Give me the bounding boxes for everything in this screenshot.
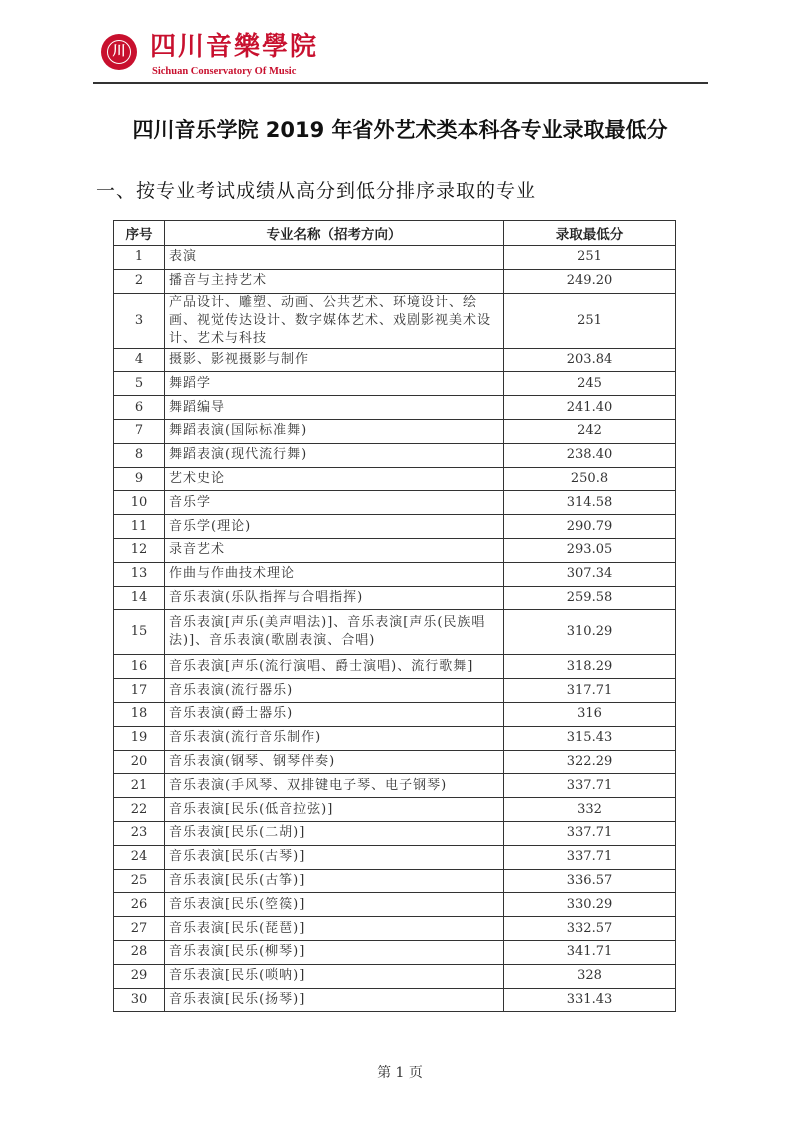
table-row: [114, 940, 676, 964]
major-name: 舞蹈学: [165, 372, 504, 396]
school-name-chinese: 四川音樂學院: [150, 32, 319, 62]
table-row: [114, 774, 676, 798]
page-header: [0, 0, 800, 90]
major-name: 音乐表演(流行音乐制作): [165, 726, 504, 750]
table-header-row: [114, 221, 676, 246]
row-number: 26: [114, 893, 165, 917]
min-score: 322.29: [504, 750, 676, 774]
table-row: [114, 586, 676, 610]
major-name: 音乐表演[民乐(古琴)]: [165, 845, 504, 869]
major-name: 摄影、影视摄影与制作: [165, 348, 504, 372]
row-number: 23: [114, 821, 165, 845]
header-divider: [93, 82, 708, 84]
major-name: 作曲与作曲技术理论: [165, 562, 504, 586]
min-score: 337.71: [504, 845, 676, 869]
major-name: 艺术史论: [165, 467, 504, 491]
table-body: [114, 246, 676, 1012]
major-name: 音乐表演[声乐(流行演唱、爵士演唱)、流行歌舞]: [165, 655, 504, 679]
min-score: 337.71: [504, 774, 676, 798]
table-row: [114, 964, 676, 988]
row-number: 20: [114, 750, 165, 774]
table-row: [114, 491, 676, 515]
min-score: 251: [504, 246, 676, 270]
column-header-number: 序号: [114, 221, 165, 246]
table-row: [114, 869, 676, 893]
row-number: 5: [114, 372, 165, 396]
row-number: 19: [114, 726, 165, 750]
row-number: 10: [114, 491, 165, 515]
row-number: 25: [114, 869, 165, 893]
major-name: 产品设计、雕塑、动画、公共艺术、环境设计、绘画、视觉传达设计、数字媒体艺术、戏剧影视美术设计、艺术与科技: [165, 293, 504, 348]
min-score: 330.29: [504, 893, 676, 917]
table-row: [114, 821, 676, 845]
row-number: 21: [114, 774, 165, 798]
row-number: 6: [114, 396, 165, 420]
major-name: 音乐表演[民乐(扬琴)]: [165, 988, 504, 1012]
major-name: 音乐表演(爵士器乐): [165, 702, 504, 726]
min-score: 245: [504, 372, 676, 396]
major-name: 播音与主持艺术: [165, 269, 504, 293]
major-name: 音乐表演[民乐(古筝)]: [165, 869, 504, 893]
admission-scores-table: [113, 220, 676, 1012]
row-number: 8: [114, 443, 165, 467]
min-score: 318.29: [504, 655, 676, 679]
row-number: 4: [114, 348, 165, 372]
min-score: 250.8: [504, 467, 676, 491]
major-name: 音乐表演[民乐(二胡)]: [165, 821, 504, 845]
row-number: 18: [114, 702, 165, 726]
min-score: 337.71: [504, 821, 676, 845]
major-name: 音乐学: [165, 491, 504, 515]
min-score: 290.79: [504, 515, 676, 539]
major-name: 舞蹈表演(现代流行舞): [165, 443, 504, 467]
table-row: [114, 419, 676, 443]
table-row: [114, 293, 676, 348]
major-name: 音乐表演[民乐(柳琴)]: [165, 940, 504, 964]
emblem-glyph: 川: [107, 40, 131, 64]
column-header-min-score: 录取最低分: [504, 221, 676, 246]
row-number: 1: [114, 246, 165, 270]
min-score: 315.43: [504, 726, 676, 750]
document-title: 四川音乐学院 2019 年省外艺术类本科各专业录取最低分: [132, 118, 668, 142]
row-number: 22: [114, 798, 165, 822]
major-name: 音乐表演(流行器乐): [165, 679, 504, 703]
min-score: 293.05: [504, 538, 676, 562]
table-row: [114, 679, 676, 703]
major-name: 舞蹈编导: [165, 396, 504, 420]
min-score: 259.58: [504, 586, 676, 610]
table-row: [114, 246, 676, 270]
column-header-major: 专业名称（招考方向）: [165, 221, 504, 246]
table-row: [114, 917, 676, 941]
row-number: 14: [114, 586, 165, 610]
school-name-english: Sichuan Conservatory Of Music: [152, 66, 297, 77]
min-score: 307.34: [504, 562, 676, 586]
table-row: [114, 655, 676, 679]
min-score: 238.40: [504, 443, 676, 467]
table-row: [114, 562, 676, 586]
table-row: [114, 893, 676, 917]
table-row: [114, 515, 676, 539]
major-name: 音乐表演[声乐(美声唱法)]、音乐表演[声乐(民族唱法)]、音乐表演(歌剧表演、合唱): [165, 610, 504, 655]
min-score: 317.71: [504, 679, 676, 703]
row-number: 12: [114, 538, 165, 562]
row-number: 30: [114, 988, 165, 1012]
min-score: 331.43: [504, 988, 676, 1012]
table-row: [114, 798, 676, 822]
table-row: [114, 443, 676, 467]
table-row: [114, 845, 676, 869]
min-score: 314.58: [504, 491, 676, 515]
row-number: 7: [114, 419, 165, 443]
table-row: [114, 396, 676, 420]
row-number: 17: [114, 679, 165, 703]
table-row: [114, 467, 676, 491]
row-number: 3: [114, 293, 165, 348]
min-score: 203.84: [504, 348, 676, 372]
table-row: [114, 988, 676, 1012]
table-row: [114, 269, 676, 293]
page-number: 第 1 页: [377, 1065, 423, 1081]
table-row: [114, 702, 676, 726]
row-number: 27: [114, 917, 165, 941]
table-row: [114, 750, 676, 774]
major-name: 音乐表演[民乐(低音拉弦)]: [165, 798, 504, 822]
major-name: 音乐学(理论): [165, 515, 504, 539]
major-name: 表演: [165, 246, 504, 270]
major-name: 录音艺术: [165, 538, 504, 562]
table-row: [114, 348, 676, 372]
major-name: 音乐表演(乐队指挥与合唱指挥): [165, 586, 504, 610]
major-name: 音乐表演(钢琴、钢琴伴奏): [165, 750, 504, 774]
row-number: 2: [114, 269, 165, 293]
table-row: [114, 372, 676, 396]
min-score: 336.57: [504, 869, 676, 893]
major-name: 音乐表演[民乐(唢呐)]: [165, 964, 504, 988]
min-score: 242: [504, 419, 676, 443]
min-score: 249.20: [504, 269, 676, 293]
row-number: 29: [114, 964, 165, 988]
row-number: 28: [114, 940, 165, 964]
row-number: 13: [114, 562, 165, 586]
min-score: 310.29: [504, 610, 676, 655]
row-number: 24: [114, 845, 165, 869]
major-name: 音乐表演[民乐(琵琶)]: [165, 917, 504, 941]
row-number: 15: [114, 610, 165, 655]
min-score: 341.71: [504, 940, 676, 964]
min-score: 316: [504, 702, 676, 726]
row-number: 11: [114, 515, 165, 539]
major-name: 音乐表演(手风琴、双排键电子琴、电子钢琴): [165, 774, 504, 798]
min-score: 332.57: [504, 917, 676, 941]
table-row: [114, 538, 676, 562]
row-number: 16: [114, 655, 165, 679]
school-emblem-icon: [101, 34, 137, 70]
min-score: 241.40: [504, 396, 676, 420]
section-heading: 一、按专业考试成绩从高分到低分排序录取的专业: [96, 180, 537, 202]
min-score: 328: [504, 964, 676, 988]
major-name: 音乐表演[民乐(箜篌)]: [165, 893, 504, 917]
min-score: 251: [504, 293, 676, 348]
row-number: 9: [114, 467, 165, 491]
table-row: [114, 726, 676, 750]
min-score: 332: [504, 798, 676, 822]
table-row: [114, 610, 676, 655]
major-name: 舞蹈表演(国际标准舞): [165, 419, 504, 443]
